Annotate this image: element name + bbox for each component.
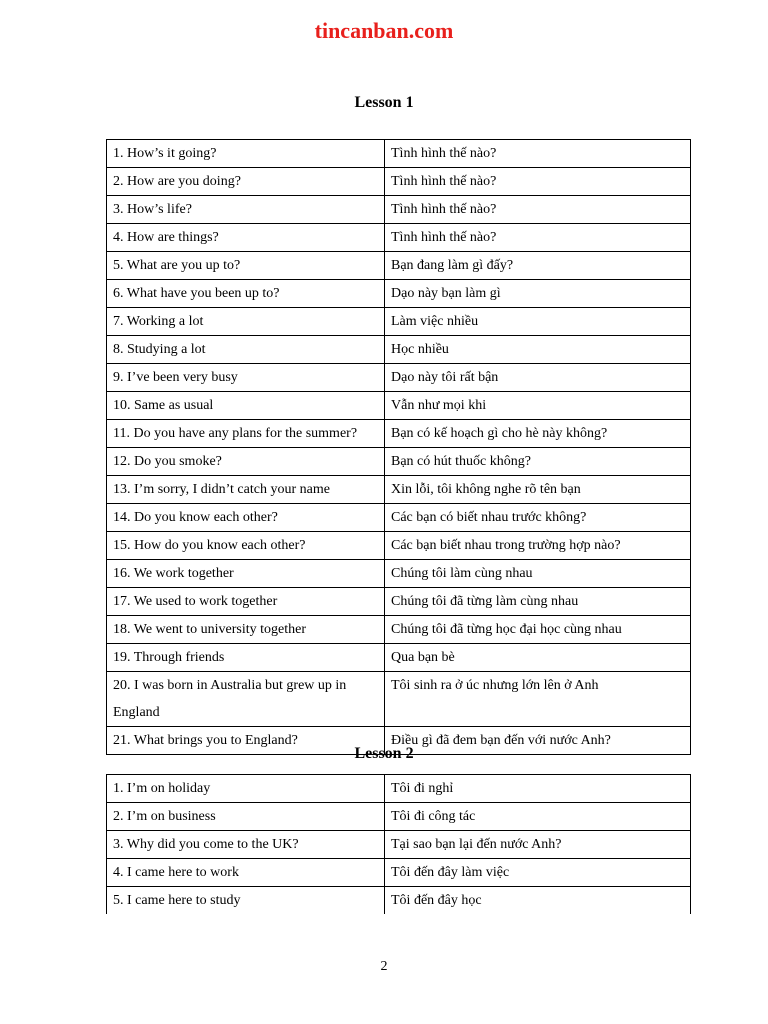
vietnamese-translation: Làm việc nhiều: [385, 308, 691, 336]
english-phrase: 7. Working a lot: [107, 308, 385, 336]
english-phrase: 5. I came here to study: [107, 887, 385, 915]
table-row: [107, 168, 691, 196]
english-phrase: 9. I’ve been very busy: [107, 364, 385, 392]
vietnamese-translation: Tôi đến đây học: [385, 887, 691, 915]
vietnamese-translation: Các bạn biết nhau trong trường hợp nào?: [385, 532, 691, 560]
vietnamese-translation: Tình hình thế nào?: [385, 224, 691, 252]
table-row: [107, 364, 691, 392]
table-row: [107, 859, 691, 887]
table-row: [107, 560, 691, 588]
table-row: [107, 831, 691, 859]
table-row: [107, 644, 691, 672]
english-phrase: 20. I was born in Australia but grew up in England: [107, 672, 385, 727]
vietnamese-translation: Chúng tôi làm cùng nhau: [385, 560, 691, 588]
site-title: tincanban.com: [314, 18, 454, 43]
lesson-1-heading: Lesson 1: [354, 94, 414, 111]
english-phrase: 17. We used to work together: [107, 588, 385, 616]
table-row: [107, 532, 691, 560]
english-phrase: 4. I came here to work: [107, 859, 385, 887]
vietnamese-translation: Tình hình thế nào?: [385, 168, 691, 196]
vietnamese-translation: Điều gì đã đem bạn đến với nước Anh?: [385, 727, 691, 755]
english-phrase: 19. Through friends: [107, 644, 385, 672]
vietnamese-translation: Vẫn như mọi khi: [385, 392, 691, 420]
table-row: [107, 140, 691, 168]
table-row: [107, 616, 691, 644]
english-phrase: 2. I’m on business: [107, 803, 385, 831]
table-row: [107, 887, 691, 915]
table-row: [107, 448, 691, 476]
table-row: [107, 504, 691, 532]
english-phrase: 15. How do you know each other?: [107, 532, 385, 560]
page-number: 2: [380, 959, 388, 974]
english-phrase: 21. What brings you to England?: [107, 727, 385, 755]
table-row: [107, 420, 691, 448]
vietnamese-translation: Chúng tôi đã từng học đại học cùng nhau: [385, 616, 691, 644]
vietnamese-translation: Các bạn có biết nhau trước không?: [385, 504, 691, 532]
vietnamese-translation: Dạo này bạn làm gì: [385, 280, 691, 308]
vietnamese-translation: Tôi đi nghỉ: [385, 775, 691, 803]
english-phrase: 10. Same as usual: [107, 392, 385, 420]
lesson-2-heading: Lesson 2: [354, 745, 414, 762]
table-row: [107, 308, 691, 336]
lesson-1-table: [106, 139, 691, 755]
table-row: [107, 588, 691, 616]
english-phrase: 6. What have you been up to?: [107, 280, 385, 308]
table-row: [107, 476, 691, 504]
english-phrase: 1. I’m on holiday: [107, 775, 385, 803]
vietnamese-translation: Tôi đến đây làm việc: [385, 859, 691, 887]
vietnamese-translation: Tại sao bạn lại đến nước Anh?: [385, 831, 691, 859]
vietnamese-translation: Chúng tôi đã từng làm cùng nhau: [385, 588, 691, 616]
vietnamese-translation: Tình hình thế nào?: [385, 140, 691, 168]
table-row: [107, 252, 691, 280]
english-phrase: 16. We work together: [107, 560, 385, 588]
english-phrase: 13. I’m sorry, I didn’t catch your name: [107, 476, 385, 504]
vietnamese-translation: Dạo này tôi rất bận: [385, 364, 691, 392]
english-phrase: 12. Do you smoke?: [107, 448, 385, 476]
english-phrase: 18. We went to university together: [107, 616, 385, 644]
english-phrase: 3. How’s life?: [107, 196, 385, 224]
english-phrase: 14. Do you know each other?: [107, 504, 385, 532]
table-row: [107, 224, 691, 252]
vietnamese-translation: Xin lỗi, tôi không nghe rõ tên bạn: [385, 476, 691, 504]
english-phrase: 11. Do you have any plans for the summer?: [107, 420, 385, 448]
lesson-2-table: [106, 774, 691, 914]
table-row: [107, 803, 691, 831]
table-row: [107, 280, 691, 308]
vietnamese-translation: Bạn có kế hoạch gì cho hè này không?: [385, 420, 691, 448]
vietnamese-translation: Tình hình thế nào?: [385, 196, 691, 224]
vietnamese-translation: Bạn có hút thuốc không?: [385, 448, 691, 476]
vietnamese-translation: Qua bạn bè: [385, 644, 691, 672]
english-phrase: 5. What are you up to?: [107, 252, 385, 280]
vietnamese-translation: Tôi đi công tác: [385, 803, 691, 831]
vietnamese-translation: Bạn đang làm gì đấy?: [385, 252, 691, 280]
vietnamese-translation: Học nhiều: [385, 336, 691, 364]
table-row: [107, 196, 691, 224]
table-row: [107, 775, 691, 803]
table-row: [107, 672, 691, 727]
english-phrase: 2. How are you doing?: [107, 168, 385, 196]
vietnamese-translation: Tôi sinh ra ở úc nhưng lớn lên ở Anh: [385, 672, 691, 727]
english-phrase: 4. How are things?: [107, 224, 385, 252]
english-phrase: 8. Studying a lot: [107, 336, 385, 364]
table-row: [107, 392, 691, 420]
english-phrase: 3. Why did you come to the UK?: [107, 831, 385, 859]
english-phrase: 1. How’s it going?: [107, 140, 385, 168]
table-row: [107, 336, 691, 364]
